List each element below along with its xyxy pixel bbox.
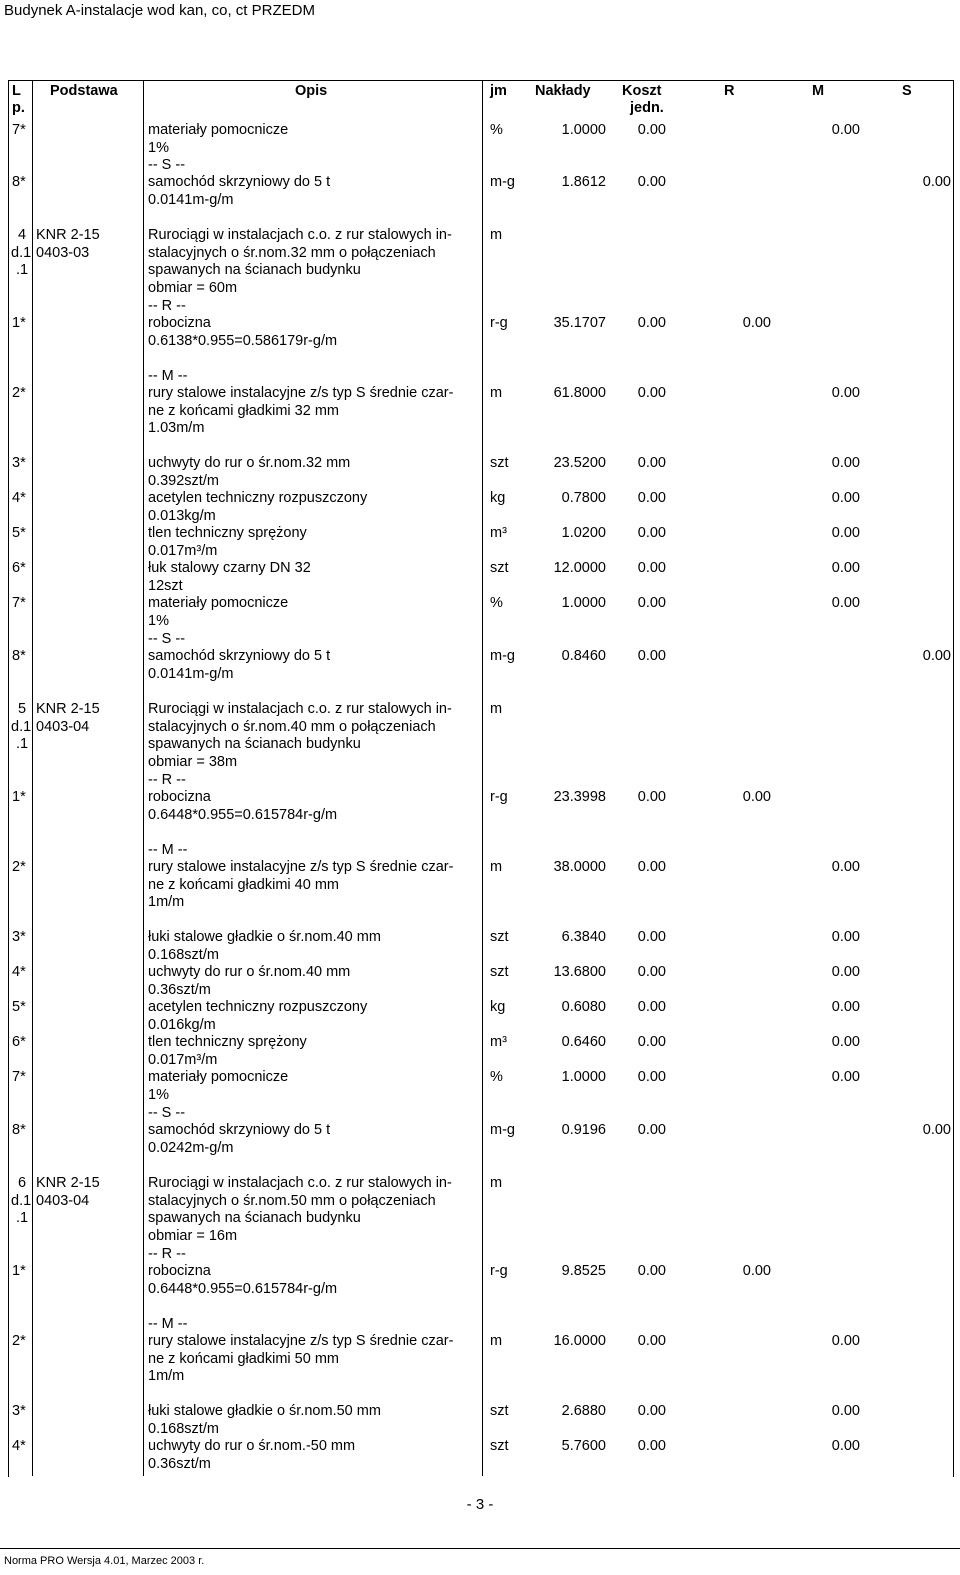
description-line: materiały pomocnicze [148,122,289,138]
unit: m-g [490,174,515,190]
position-number: 5 [18,701,27,717]
description-line: łuk stalowy czarny DN 32 [148,560,311,576]
header-podstawa: Podstawa [50,83,118,99]
unit: % [490,595,503,611]
unit-cost-value: 0.00 [637,1403,666,1419]
description-line: 0.6448*0.955=0.615784r-g/m [148,1280,338,1297]
unit-cost-value: 0.00 [637,648,666,664]
item-lp: 4* [12,964,26,980]
material-value: 0.00 [831,964,860,980]
material-value: 0.00 [831,1438,860,1454]
item-lp: 5* [12,525,26,541]
item-lp: 1* [12,1263,26,1279]
unit-cost-value: 0.00 [637,315,666,331]
quantity-value: 23.5200 [553,455,606,471]
item-lp: 1* [12,789,26,805]
item-lp: 8* [12,174,26,190]
description-line: rury stalowe instalacyjne z/s typ S średnie czar- [148,859,454,875]
material-value: 0.00 [831,455,860,471]
description-line: stalacyjnych o śr.nom.32 mm o połączeniach [148,244,436,261]
header-lp: L [12,83,21,99]
description-line: acetylen techniczny rozpuszczony [148,999,368,1015]
unit-cost-value: 0.00 [637,122,666,138]
item-lp: 6* [12,1034,26,1050]
quantity-value: 1.0000 [561,122,606,138]
footer-text: Norma PRO Wersja 4.01, Marzec 2003 r. [4,1555,205,1567]
unit: szt [490,560,509,576]
quantity-value: 0.7800 [561,490,606,506]
material-value: 0.00 [831,122,860,138]
unit-cost-value: 0.00 [637,490,666,506]
window-title-bar [0,0,960,30]
description-line: łuki stalowe gładkie o śr.nom.50 mm [148,1403,381,1419]
quantity-value: 1.0200 [561,525,606,541]
quantity-value: 0.6080 [561,999,606,1015]
header-jm: jm [490,83,507,99]
unit-cost-value: 0.00 [637,525,666,541]
unit-cost-value: 0.00 [637,964,666,980]
description-line: 1m/m [148,894,185,910]
quantity-value: 9.8525 [561,1263,606,1279]
description-line: rury stalowe instalacyjne z/s typ S średnie czar- [148,385,454,401]
item-lp: 4* [12,490,26,506]
quantity-value: 5.7600 [561,1438,606,1454]
description-line: 0.168szt/m [148,946,219,963]
header-s: S [902,83,912,99]
description-line: obmiar = 38m [148,753,238,770]
quantity-value: 2.6880 [561,1403,606,1419]
description-line: spawanych na ścianach budynku [148,1210,361,1226]
unit: szt [490,455,509,471]
material-value: 0.00 [831,385,860,401]
item-lp: 2* [12,1333,26,1349]
unit: m [490,1175,503,1191]
equipment-value: 0.00 [922,648,951,664]
equipment-value: 0.00 [922,174,951,190]
header-m: M [812,83,825,99]
description-line: 1% [148,139,169,156]
description-line: obmiar = 16m [148,1227,238,1244]
description-line: tlen techniczny sprężony [148,525,307,541]
unit-cost-value: 0.00 [637,560,666,576]
header-naklady: Nakłady [535,83,591,99]
description-line: rury stalowe instalacyjne z/s typ S średnie czar- [148,1333,454,1349]
description-line: samochód skrzyniowy do 5 t [148,174,331,190]
quantity-value: 0.6460 [561,1034,606,1050]
basis-catalog: KNR 2-15 [36,227,100,243]
item-lp: 7* [12,1069,26,1085]
description-line: 0.016kg/m [148,1016,216,1033]
unit: kg [490,999,506,1015]
quantity-value: 0.9196 [561,1122,606,1138]
basis-catalog: KNR 2-15 [36,1175,100,1191]
quantity-value: 1.0000 [561,595,606,611]
item-lp: 3* [12,929,26,945]
material-value: 0.00 [831,490,860,506]
unit: m [490,227,503,243]
labor-value: 0.00 [742,315,771,331]
description-line: Rurociągi w instalacjach c.o. z rur stalowych in- [148,701,452,717]
position-number: 4 [18,227,27,243]
footer-bar [0,1548,960,1575]
unit-cost-value: 0.00 [637,859,666,875]
quantity-value: 6.3840 [561,929,606,945]
unit-cost-value: 0.00 [637,789,666,805]
material-value: 0.00 [831,560,860,576]
quantity-value: 1.8612 [561,174,606,190]
position-number-suffix: d.1 [11,718,32,735]
unit: m [490,385,503,401]
unit-cost-value: 0.00 [637,1122,666,1138]
item-lp: 7* [12,122,26,138]
description-line: 0.36szt/m [148,981,211,998]
position-number-suffix: .1 [16,262,29,278]
description-line: 0.017m³/m [148,1051,218,1068]
description-line: materiały pomocnicze [148,595,289,611]
unit: szt [490,1403,509,1419]
header-koszt-2: jedn. [630,100,664,116]
description-line: obmiar = 60m [148,279,238,296]
description-line: 1m/m [148,1368,185,1384]
unit-cost-value: 0.00 [637,999,666,1015]
description-line: 0.0141m-g/m [148,191,234,208]
material-value: 0.00 [831,999,860,1015]
unit-cost-value: 0.00 [637,174,666,190]
resource-section-label: -- S -- [148,630,186,647]
description-line: 0.392szt/m [148,472,219,489]
item-lp: 4* [12,1438,26,1454]
description-line: Rurociągi w instalacjach c.o. z rur stalowych in- [148,1175,452,1191]
unit: m³ [490,525,507,541]
position-number-suffix: d.1 [11,1192,32,1209]
unit: r-g [490,1263,508,1279]
quantity-value: 12.0000 [553,560,606,576]
header-opis: Opis [295,83,328,99]
unit: m-g [490,648,515,664]
unit-cost-value: 0.00 [637,385,666,401]
material-value: 0.00 [831,859,860,875]
quantity-value: 1.0000 [561,1069,606,1085]
unit-cost-value: 0.00 [637,1438,666,1454]
header-koszt: Koszt [622,83,662,99]
description-line: samochód skrzyniowy do 5 t [148,648,331,664]
unit-cost-value: 0.00 [637,595,666,611]
labor-value: 0.00 [742,1263,771,1279]
item-lp: 2* [12,859,26,875]
unit-cost-value: 0.00 [637,1333,666,1349]
description-line: robocizna [148,789,211,805]
description-line: uchwyty do rur o śr.nom.32 mm [148,455,351,471]
position-number: 6 [18,1175,27,1191]
description-line: acetylen techniczny rozpuszczony [148,490,368,506]
description-line: stalacyjnych o śr.nom.50 mm o połączeniach [148,1192,436,1209]
resource-section-label: -- M -- [148,367,188,384]
unit: kg [490,490,506,506]
quantity-value: 23.3998 [553,789,606,805]
position-number-suffix: .1 [16,1210,29,1226]
basis-catalog-code: 0403-04 [36,718,90,735]
unit: m-g [490,1122,515,1138]
resource-section-label: -- M -- [148,841,188,858]
basis-catalog-code: 0403-04 [36,1192,90,1209]
description-line: stalacyjnych o śr.nom.40 mm o połączeniach [148,718,436,735]
item-lp: 2* [12,385,26,401]
material-value: 0.00 [831,595,860,611]
unit: m³ [490,1034,507,1050]
window-title: Budynek A-instalacje wod kan, co, ct PRZEDM [4,2,315,19]
description-line: spawanych na ścianach budynku [148,262,361,278]
basis-catalog: KNR 2-15 [36,701,100,717]
unit: szt [490,929,509,945]
description-line: robocizna [148,1263,211,1279]
resource-section-label: -- R -- [148,771,186,788]
description-line: ne z końcami gładkimi 32 mm [148,402,339,419]
item-lp: 3* [12,1403,26,1419]
quantity-value: 0.8460 [561,648,606,664]
description-line: Rurociągi w instalacjach c.o. z rur stalowych in- [148,227,452,243]
description-line: 0.36szt/m [148,1455,211,1472]
basis-catalog-code: 0403-03 [36,244,90,261]
column-divider [143,80,144,1476]
item-lp: 8* [12,648,26,664]
material-value: 0.00 [831,1403,860,1419]
page-number: - 3 - [466,1496,494,1513]
description-line: 0.0141m-g/m [148,665,234,682]
description-line: 0.017m³/m [148,542,218,559]
material-value: 0.00 [831,1333,860,1349]
quantity-value: 13.6800 [553,964,606,980]
resource-section-label: -- R -- [148,297,186,314]
description-line: 0.168szt/m [148,1420,219,1437]
quantity-value: 38.0000 [553,859,606,875]
description-line: 0.0242m-g/m [148,1139,234,1156]
material-value: 0.00 [831,929,860,945]
resource-section-label: -- S -- [148,1104,186,1121]
description-line: 0.6448*0.955=0.615784r-g/m [148,806,338,823]
material-value: 0.00 [831,1034,860,1050]
resource-section-label: -- S -- [148,156,186,173]
item-lp: 3* [12,455,26,471]
description-line: ne z końcami gładkimi 40 mm [148,876,339,893]
material-value: 0.00 [831,525,860,541]
quantity-value: 16.0000 [553,1333,606,1349]
description-line: 1% [148,612,169,629]
unit: m [490,701,503,717]
unit: r-g [490,315,508,331]
description-line: 12szt [148,577,183,594]
resource-section-label: -- M -- [148,1315,188,1332]
unit: szt [490,1438,509,1454]
material-value: 0.00 [831,1069,860,1085]
resource-section-label: -- R -- [148,1245,186,1262]
description-line: samochód skrzyniowy do 5 t [148,1122,331,1138]
labor-value: 0.00 [742,789,771,805]
unit-cost-value: 0.00 [637,1069,666,1085]
position-number-suffix: d.1 [11,244,32,261]
description-line: łuki stalowe gładkie o śr.nom.40 mm [148,929,381,945]
item-lp: 8* [12,1122,26,1138]
unit: m [490,1333,503,1349]
item-lp: 1* [12,315,26,331]
description-line: materiały pomocnicze [148,1069,289,1085]
description-line: robocizna [148,315,211,331]
unit-cost-value: 0.00 [637,929,666,945]
column-divider [482,80,483,1476]
description-line: 0.013kg/m [148,507,216,524]
item-lp: 7* [12,595,26,611]
quantity-value: 61.8000 [553,385,606,401]
description-line: ne z końcami gładkimi 50 mm [148,1350,339,1367]
description-line: tlen techniczny sprężony [148,1034,307,1050]
description-line: spawanych na ścianach budynku [148,736,361,752]
description-line: 1% [148,1086,169,1103]
header-lp-2: p. [12,100,25,116]
description-line: 1.03m/m [148,420,205,436]
item-lp: 5* [12,999,26,1015]
unit: % [490,122,503,138]
position-number-suffix: .1 [16,736,29,752]
unit: szt [490,964,509,980]
unit: % [490,1069,503,1085]
unit-cost-value: 0.00 [637,1034,666,1050]
description-line: uchwyty do rur o śr.nom.40 mm [148,964,351,980]
header-r: R [724,83,735,99]
unit-cost-value: 0.00 [637,455,666,471]
description-line: 0.6138*0.955=0.586179r-g/m [148,332,338,349]
unit-cost-value: 0.00 [637,1263,666,1279]
description-line: uchwyty do rur o śr.nom.-50 mm [148,1438,356,1454]
unit: m [490,859,503,875]
quantity-value: 35.1707 [553,315,606,331]
unit: r-g [490,789,508,805]
item-lp: 6* [12,560,26,576]
column-divider [32,80,33,1476]
equipment-value: 0.00 [922,1122,951,1138]
